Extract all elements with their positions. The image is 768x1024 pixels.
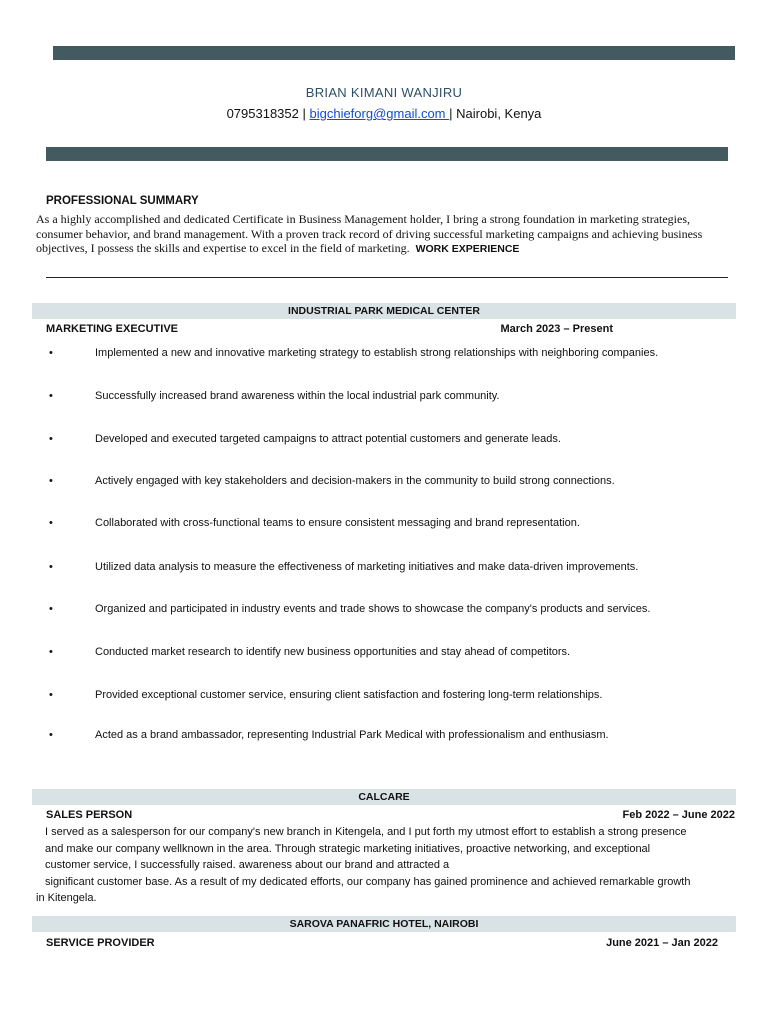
separator: | bbox=[298, 106, 310, 121]
bullet-text: Developed and executed targeted campaigns to attract potential customers and generate leads. bbox=[95, 433, 561, 445]
work-experience-heading: WORK EXPERIENCE bbox=[415, 243, 520, 255]
bullet-text: Utilized data analysis to measure the effectiveness of marketing initiatives and make data-driven improvements. bbox=[95, 561, 639, 573]
summary-heading: PROFESSIONAL SUMMARY bbox=[46, 195, 199, 207]
bullet-text: Successfully increased brand awareness within the local industrial park community. bbox=[95, 390, 500, 402]
candidate-name: BRIAN KIMANI WANJIRU bbox=[305, 85, 463, 100]
job-dates: Feb 2022 – June 2022 bbox=[622, 809, 735, 821]
bullet-point: • bbox=[49, 517, 53, 529]
bullet-point: • bbox=[49, 729, 53, 741]
section-divider bbox=[46, 277, 728, 278]
top-header-bar bbox=[53, 46, 735, 60]
summary-text bbox=[36, 212, 726, 257]
description-line: significant customer base. As a result of my dedicated efforts, our company has gained prominence and achieved remarkable growth bbox=[45, 875, 691, 888]
location: Nairobi, Kenya bbox=[456, 106, 542, 121]
job-description bbox=[36, 824, 736, 907]
bullet-text: Provided exceptional customer service, ensuring client satisfaction and fostering long-term relationships. bbox=[95, 689, 603, 701]
bullet-point: • bbox=[49, 603, 53, 615]
description-line: I served as a salesperson for our company's new branch in Kitengela, and I put forth my utmost effort to establish a strong presence bbox=[45, 826, 687, 838]
company-band: INDUSTRIAL PARK MEDICAL CENTER bbox=[32, 303, 736, 319]
bullet-text: Implemented a new and innovative marketing strategy to establish strong relationships with neighboring companies. bbox=[95, 347, 659, 359]
job-title: SALES PERSON bbox=[46, 809, 133, 821]
bullet-point: • bbox=[49, 561, 53, 573]
description-line: in Kitengela. bbox=[36, 892, 97, 904]
bullet-text: Actively engaged with key stakeholders and decision-makers in the community to build strong connections. bbox=[95, 475, 615, 487]
description-line: and make our company wellknown in the area. Through strategic marketing initiatives, proactive networking, and exceptional bbox=[45, 842, 651, 855]
company-band: CALCARE bbox=[32, 789, 736, 805]
bullet-text: Acted as a brand ambassador, representing Industrial Park Medical with professionalism and enthusiasm. bbox=[95, 729, 609, 741]
bullet-text: Conducted market research to identify new business opportunities and stay ahead of competitors. bbox=[95, 646, 571, 658]
company-band: SAROVA PANAFRIC HOTEL, NAIROBI bbox=[32, 916, 736, 932]
job-dates: June 2021 – Jan 2022 bbox=[606, 937, 718, 949]
bullet-point: • bbox=[49, 390, 53, 402]
job-title: MARKETING EXECUTIVE bbox=[46, 323, 179, 335]
description-line: customer service, I successfully raised. awareness about our brand and attracted a bbox=[45, 859, 450, 871]
bullet-text: Collaborated with cross-functional teams to ensure consistent messaging and brand representation. bbox=[95, 517, 580, 529]
bullet-text: Organized and participated in industry events and trade shows to showcase the company's products and services. bbox=[95, 603, 651, 615]
bullet-point: • bbox=[49, 433, 53, 445]
contact-line bbox=[0, 106, 768, 121]
job-dates: March 2023 – Present bbox=[500, 323, 613, 335]
header-divider-bar bbox=[46, 147, 728, 161]
bullet-point: • bbox=[49, 475, 53, 487]
email-link[interactable]: bigchieforg@gmail.com bbox=[309, 106, 450, 121]
separator: | bbox=[449, 106, 457, 121]
phone-number: 0795318352 bbox=[226, 106, 299, 121]
bullet-point: • bbox=[49, 347, 53, 359]
job-title: SERVICE PROVIDER bbox=[46, 937, 155, 949]
summary-paragraph: As a highly accomplished and dedicated Certificate in Business Management holder, I bring a strong foundation in marketing strategies, consumer behavior, and brand management. With a proven track record of driving successful marketing campaigns and achieving business objectives, I possess the skills and expertise to excel in the field of marketing. bbox=[36, 212, 703, 255]
bullet-point: • bbox=[49, 689, 53, 701]
bullet-point: • bbox=[49, 646, 53, 658]
